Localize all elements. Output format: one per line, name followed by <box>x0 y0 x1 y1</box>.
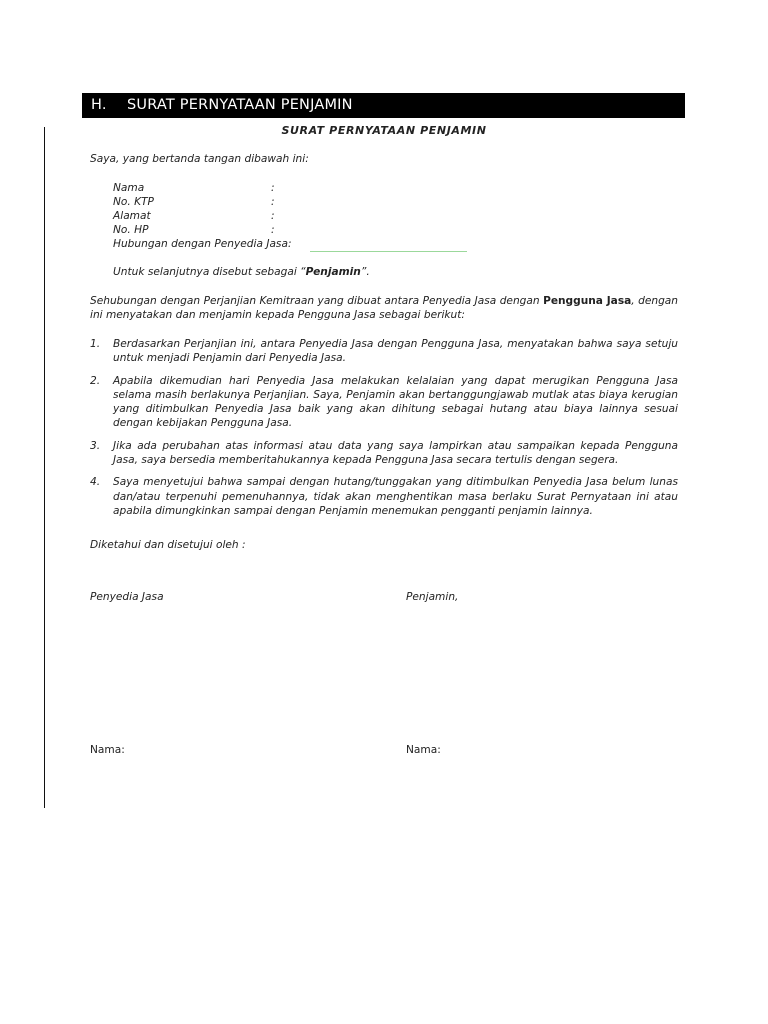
margin-rule <box>44 127 45 808</box>
signature-right-party: Penjamin, <box>406 591 459 603</box>
list-item <box>90 337 678 366</box>
field-colon: : <box>271 224 275 236</box>
field-colon: : <box>271 182 275 194</box>
section-header-bar <box>82 93 685 118</box>
document-title: SURAT PERNYATAAN PENJAMIN <box>281 124 487 137</box>
list-number: 4. <box>90 476 101 489</box>
context-bold: Pengguna Jasa <box>543 295 632 307</box>
list-item <box>90 475 678 518</box>
list-item <box>90 439 678 468</box>
referred-prefix: Untuk selanjutnya disebut sebagai “ <box>113 266 306 278</box>
context-post: , dengan ini menyatakan dan menjamin kepada Pengguna Jasa sebagai berikut: <box>90 295 678 322</box>
list-item <box>90 374 678 431</box>
signature-left-party: Penyedia Jasa <box>90 591 164 603</box>
section-number: H. <box>91 97 107 113</box>
section-title: SURAT PERNYATAAN PENJAMIN <box>127 97 353 113</box>
list-number: 1. <box>90 338 101 350</box>
field-label-alamat: Alamat <box>113 210 151 222</box>
referred-suffix: ”. <box>360 266 370 278</box>
context-pre: Sehubungan dengan Perjanjian Kemitraan yang dibuat antara Penyedia Jasa dengan <box>90 295 544 307</box>
referred-as-text <box>113 265 370 279</box>
field-label-ktp: No. KTP <box>113 196 154 208</box>
hubungan-input-line[interactable] <box>310 251 467 252</box>
intro-text: Saya, yang bertanda tangan dibawah ini: <box>90 153 309 165</box>
signature-left-name: Nama: <box>90 744 125 756</box>
list-text: Saya menyetujui bahwa sampai dengan hutang/tunggakan yang ditimbulkan Penyedia Jasa belum lunas dan/atau terpenuhi pemenuhannya, tidak akan menghentikan masa berlaku Surat Pernyataan ini atau apabila dimungkinkan sampai dengan Penjamin menemukan pengganti penjamin lainnya. <box>113 476 678 517</box>
statement-list <box>90 337 678 518</box>
acknowledged-text: Diketahui dan disetujui oleh : <box>90 539 246 551</box>
list-text: Apabila dikemudian hari Penyedia Jasa melakukan kelalaian yang dapat merugikan Pengguna Jasa selama masih berlakunya Perjanjian. Saya, Penjamin akan bertanggungjawab mutlak atas biaya kerugian yang ditimbulkan Penyedia Jasa baik yang akan dihitung sebagai hutang atau biaya lainnya sesuai dengan kebijakan Pengguna Jasa. <box>113 374 678 430</box>
signature-right-name: Nama: <box>406 744 441 756</box>
list-text: Berdasarkan Perjanjian ini, antara Penyedia Jasa dengan Pengguna Jasa, menyatakan bahwa saya setuju untuk menjadi Penjamin dari Penyedia Jasa. <box>113 338 678 365</box>
list-number: 2. <box>90 374 101 387</box>
field-colon: : <box>271 210 275 222</box>
field-colon: : <box>271 196 275 208</box>
list-text: Jika ada perubahan atas informasi atau data yang saya lampirkan atau sampaikan kepada Pengguna Jasa, saya bersedia memberitahukannya kepada Pengguna Jasa secara tertulis dengan segera. <box>113 439 678 467</box>
field-label-nama: Nama <box>113 182 145 194</box>
field-label-hubungan: Hubungan dengan Penyedia Jasa: <box>113 238 292 250</box>
context-paragraph <box>90 294 678 323</box>
field-label-hp: No. HP <box>113 224 149 236</box>
list-number: 3. <box>90 439 101 452</box>
referred-term: Penjamin <box>305 266 361 278</box>
